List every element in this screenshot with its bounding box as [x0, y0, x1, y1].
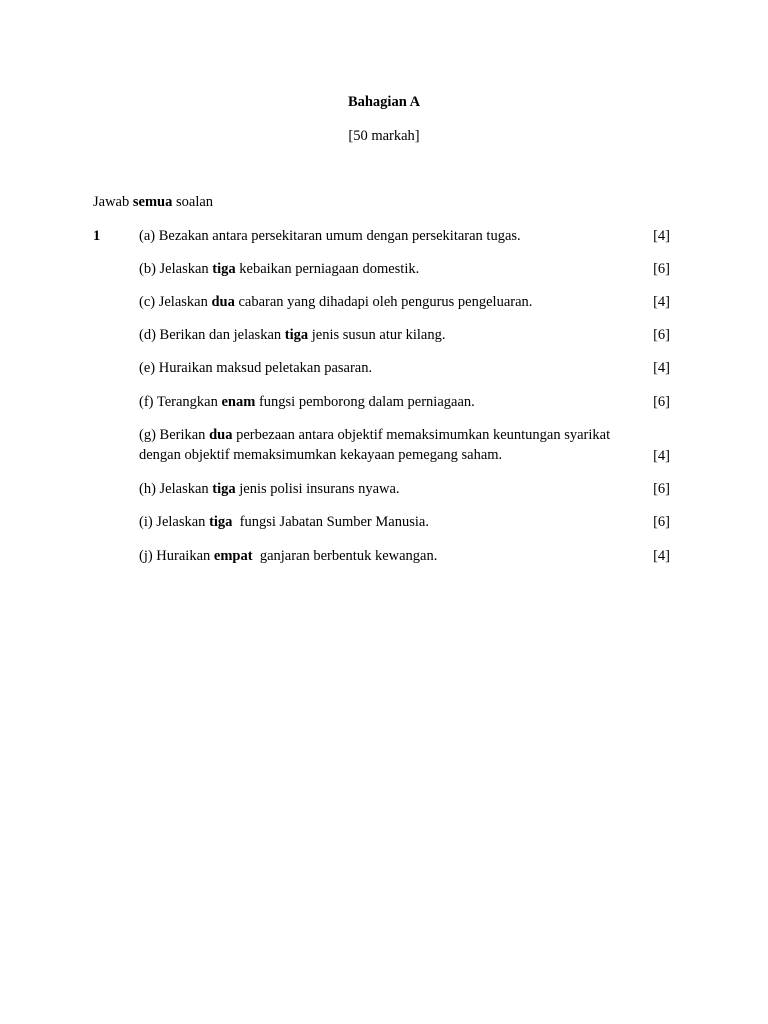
question-number: 1: [93, 228, 101, 244]
part-mark-g: [4]: [653, 448, 670, 464]
question-part-b: [139, 259, 649, 279]
part-text: (d) Berikan dan jelaskan: [139, 327, 285, 343]
part-text: jenis susun atur kilang.: [308, 327, 446, 343]
question-part-d: [139, 325, 649, 345]
part-text: (c) Jelaskan: [139, 294, 212, 310]
part-text: (f) Terangkan: [139, 394, 222, 410]
part-mark-f: [6]: [653, 394, 670, 410]
part-keyword: dua: [211, 294, 235, 310]
part-mark-c: [4]: [653, 294, 670, 310]
question-part-e: [139, 358, 649, 378]
part-mark-b: [6]: [653, 261, 670, 277]
part-mark-h: [6]: [653, 481, 670, 497]
question-part-j: [139, 546, 649, 566]
section-marks: [50 markah]: [348, 128, 420, 144]
part-keyword: enam: [221, 394, 256, 410]
part-text: (g) Berikan: [139, 427, 210, 443]
part-mark-d: [6]: [653, 327, 670, 343]
part-text: fungsi pemborong dalam perniagaan.: [255, 394, 475, 410]
part-mark-i: [6]: [653, 514, 670, 530]
question-part-g: [139, 425, 651, 465]
instruction: [93, 192, 213, 212]
part-keyword: tiga: [212, 481, 236, 497]
part-mark-e: [4]: [653, 360, 670, 376]
part-text: kebaikan perniagaan domestik.: [235, 261, 420, 277]
part-text: (i) Jelaskan: [139, 514, 210, 530]
part-keyword: tiga: [212, 261, 236, 277]
question-part-f: [139, 392, 649, 412]
question-part-c: [139, 292, 649, 312]
part-keyword: tiga: [284, 327, 309, 343]
part-keyword: dua: [209, 427, 233, 443]
part-keyword: tiga: [209, 514, 233, 530]
part-text: fungsi Jabatan Sumber Manusia.: [232, 514, 429, 530]
part-mark-j: [4]: [653, 548, 670, 564]
part-text: (j) Huraikan: [139, 548, 214, 564]
question-part-i: [139, 512, 649, 532]
instruction-bold: semua: [132, 194, 173, 210]
part-text: perbezaan antara objektif memaksimumkan keuntungan syarikat dengan objektif memaksimumkan kekayaan pemegang saham.: [139, 427, 611, 463]
question-part-a: [139, 226, 649, 246]
section-title: Bahagian A: [347, 94, 421, 110]
part-text: cabaran yang dihadapi oleh pengurus pengeluaran.: [234, 294, 533, 310]
part-keyword: empat: [213, 548, 253, 564]
question-part-h: [139, 479, 649, 499]
part-text: (a) Bezakan antara persekitaran umum dengan persekitaran tugas.: [139, 228, 521, 244]
instruction-pre: Jawab: [93, 194, 133, 210]
part-mark-a: [4]: [653, 228, 670, 244]
part-text: ganjaran berbentuk kewangan.: [252, 548, 438, 564]
part-text: (h) Jelaskan: [139, 481, 213, 497]
instruction-post: soalan: [172, 194, 214, 210]
part-text: jenis polisi insurans nyawa.: [235, 481, 400, 497]
part-text: (b) Jelaskan: [139, 261, 213, 277]
part-text: (e) Huraikan maksud peletakan pasaran.: [139, 360, 373, 376]
